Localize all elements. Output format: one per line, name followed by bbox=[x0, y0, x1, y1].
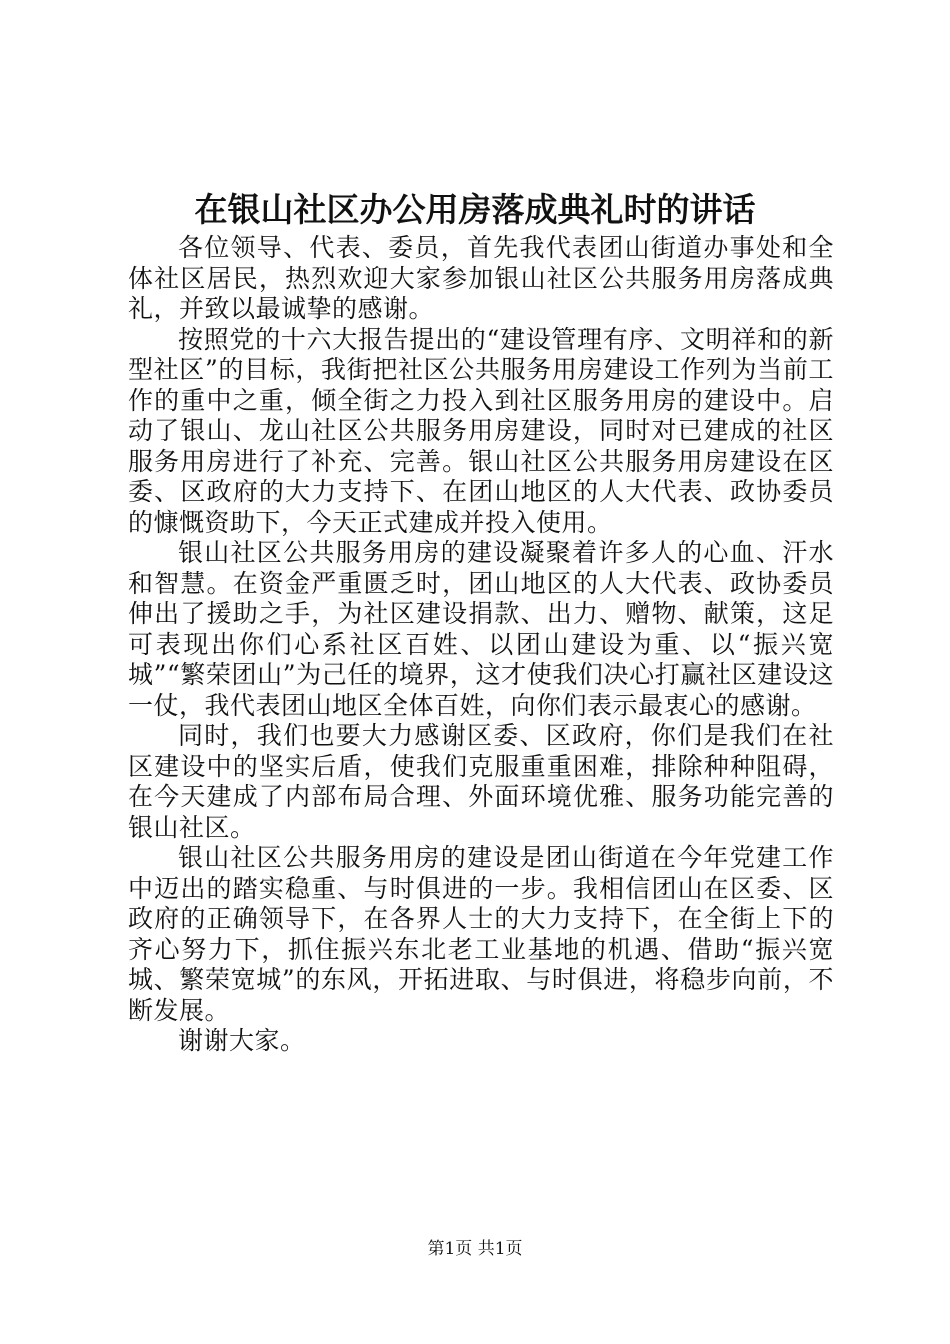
paragraph-2: 按照党的十六大报告提出的“建设管理有序、文明祥和的新型社区”的目标，我街把社区公共服务用房建设工作列为当前工作的重中之重，倾全街之力投入到社区服务用房的建设中。启动了银山、龙山社区公共服务用房建设，同时对已建成的社区服务用房进行了补充、完善。银山社区公共服务用房建设在区委、区政府的大力支持下、在团山地区的人大代表、政协委员的慷慨资助下，今天正式建成并投入使用。 bbox=[128, 324, 834, 537]
document-body bbox=[128, 233, 834, 1057]
page-footer: 第1页 共1页 bbox=[427, 1239, 523, 1259]
paragraph-4: 同时，我们也要大力感谢区委、区政府，你们是我们在社区建设中的坚实后盾，使我们克服重重困难，排除种种阻碍，在今天建成了内部布局合理、外面环境优雅、服务功能完善的银山社区。 bbox=[128, 721, 834, 842]
paragraph-6: 谢谢大家。 bbox=[178, 1026, 306, 1055]
page-title: 在银山社区办公用房落成典礼时的讲话 bbox=[194, 190, 756, 229]
paragraph-5: 银山社区公共服务用房的建设是团山街道在今年党建工作中迈出的踏实稳重、与时俱进的一步。我相信团山在区委、区政府的正确领导下，在各界人士的大力支持下，在全街上下的齐心努力下，抓住振兴东北老工业基地的机遇、借助“振兴宽城、繁荣宽城”的东风，开拓进取、与时俱进，将稳步向前，不断发展。 bbox=[128, 843, 834, 1025]
paragraph-3: 银山社区公共服务用房的建设凝聚着许多人的心血、汗水和智慧。在资金严重匮乏时，团山地区的人大代表、政协委员伸出了援助之手，为社区建设捐款、出力、赠物、献策，这足可表现出你们心系社区百姓、以团山建设为重、以“振兴宽城”“繁荣团山”为己任的境界，这才使我们决心打赢社区建设这一仗，我代表团山地区全体百姓，向你们表示最衷心的感谢。 bbox=[128, 538, 834, 720]
paragraph-1: 各位领导、代表、委员，首先我代表团山街道办事处和全体社区居民，热烈欢迎大家参加银山社区公共服务用房落成典礼，并致以最诚挚的感谢。 bbox=[128, 233, 834, 323]
